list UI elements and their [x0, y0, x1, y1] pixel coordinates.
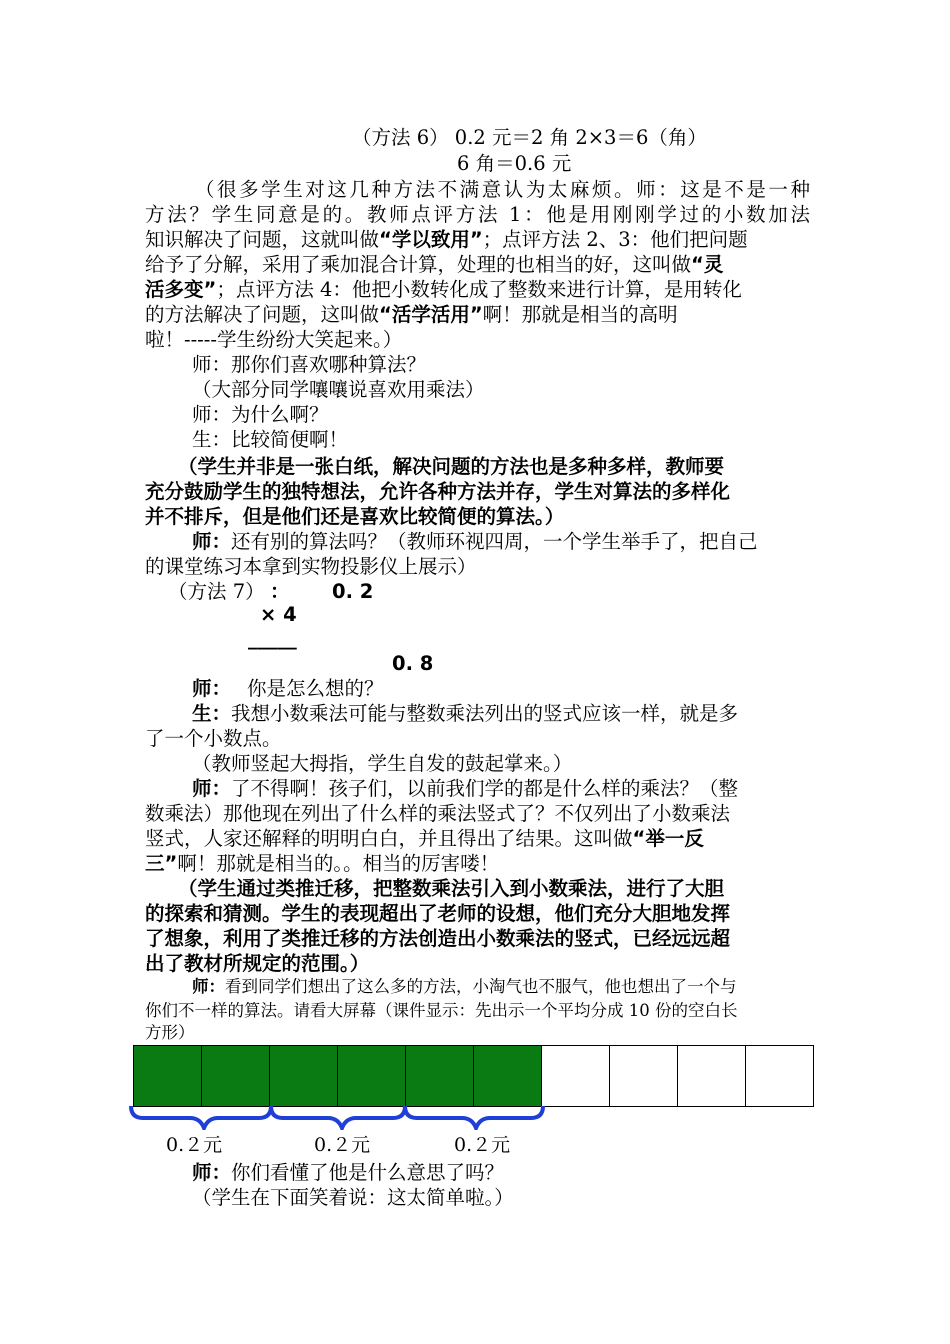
text: ；点评方法 2、3：他们把问题	[482, 228, 748, 251]
text: 我想小数乘法可能与整数乘法列出的竖式应该一样，就是多	[231, 702, 739, 725]
filled-cell	[134, 1046, 202, 1106]
applause-line: （教师竖起大拇指，学生自发的鼓起掌来。）	[192, 752, 573, 775]
text: 了不得啊！孩子们，以前我们学的都是什么样的乘法？（整	[231, 777, 739, 800]
method7-colon: ：	[270, 580, 290, 603]
text: 看到同学们想出了这么多的方法，小淘气也不服气，他也想出了一个与	[225, 977, 737, 996]
comment2-line1: （学生通过类推迁移，把整数乘法引入到小数乘法，进行了大胆	[178, 877, 725, 900]
braces	[128, 1104, 548, 1130]
teacher-final	[192, 1160, 504, 1185]
student-explain-cont: 了一个小数点。	[145, 727, 282, 750]
method6-line2: 6 角＝0.6 元	[457, 152, 572, 175]
students-reply: （大部分同学嚷嚷说喜欢用乘法）	[192, 378, 485, 401]
speaker-label: 师：	[192, 1161, 232, 1184]
text: 的方法解决了问题，这叫做	[145, 303, 380, 326]
teacher-praise	[192, 776, 810, 801]
vertical-multiplier: × 4	[260, 603, 297, 626]
vertical-top-number: 0. 2	[332, 580, 374, 603]
text: 还有别的算法吗？（教师环视四周，一个学生举手了，把自己	[231, 530, 758, 553]
vertical-result: 0. 8	[392, 652, 434, 675]
brace-2	[271, 1106, 405, 1128]
bold-phrase: “举一反	[632, 827, 704, 850]
student-explain	[192, 701, 810, 726]
para1-line6	[145, 302, 810, 327]
bold-phrase: 三”	[145, 852, 178, 875]
text: ；点评方法 4：他把小数转化成了整数来进行计算，是用转化	[216, 278, 742, 301]
comment2-line2: 的探索和猜测。学生的表现超出了老师的设想，他们充分大胆地发挥	[145, 902, 731, 925]
teacher-question: 师：那你们喜欢哪种算法？	[192, 353, 427, 376]
empty-cell	[746, 1046, 813, 1106]
filled-cell	[474, 1046, 542, 1106]
comment1-line3: 并不排斥，但是他们还是喜欢比较简便的算法。）	[145, 505, 565, 528]
bold-phrase: “学以致用”	[379, 228, 483, 251]
bold-phrase: 活多变”	[145, 278, 217, 301]
teacher-ask	[192, 676, 384, 701]
rectangle-10-parts	[133, 1045, 814, 1107]
brace-3	[405, 1106, 543, 1128]
brace-label-2: 0.２元	[314, 1134, 371, 1156]
slide-intro-line2: 你们不一样的算法。请看大屏幕（课件显示：先出示一个平均分成 10 份的空白长	[145, 1001, 738, 1020]
text: 啊！那就是相当的高明	[482, 303, 678, 326]
para1-line1: （很多学生对这几种方法不满意认为太麻烦。师：这是不是一种	[195, 178, 810, 201]
text: 竖式，人家还解释的明明白白，并且得出了结果。这叫做	[145, 827, 633, 850]
speaker-label: 师：	[192, 777, 232, 800]
comment2-line4: 出了教材所规定的范围。）	[145, 952, 370, 975]
teacher-praise-line3	[145, 826, 810, 851]
vertical-bar: _____	[248, 627, 297, 650]
para1-line7: 啦！-----学生纷纷大笑起来。）	[145, 328, 403, 351]
method6-line1: （方法 6） 0.2 元＝2 角 2×3＝6（角）	[352, 126, 707, 149]
filled-cell	[406, 1046, 474, 1106]
teacher-why: 师：为什么啊？	[192, 403, 329, 426]
filled-cell	[270, 1046, 338, 1106]
empty-cell	[542, 1046, 610, 1106]
para1-line2: 方法？学生同意是的。教师点评方法 1：他是用刚刚学过的小数加法	[145, 203, 810, 226]
method7-label: （方法 7）	[168, 580, 265, 603]
text: 啊！那就是相当的。。相当的厉害喽！	[177, 852, 500, 875]
comment1-line2: 充分鼓励学生的独特想法，允许各种方法并存，学生对算法的多样化	[145, 480, 731, 503]
slide-intro-line3: 方形）	[145, 1023, 195, 1042]
students-final: （学生在下面笑着说：这太简单啦。）	[192, 1186, 514, 1209]
bold-phrase: “活学活用”	[379, 303, 483, 326]
para1-line4	[145, 252, 810, 277]
student-answer: 生：比较简便啊！	[192, 428, 349, 451]
brace-label-3: 0.２元	[454, 1134, 511, 1156]
empty-cell	[610, 1046, 678, 1106]
comment2-line3: 了想象，利用了类推迁移的方法创造出小数乘法的竖式，已经远远超	[145, 927, 731, 950]
filled-cell	[338, 1046, 406, 1106]
empty-cell	[678, 1046, 746, 1106]
teacher-praise-line4	[145, 851, 810, 876]
speaker-label: 生：	[192, 702, 232, 725]
para1-line5	[145, 277, 810, 302]
text: 知识解决了问题，这就叫做	[145, 228, 380, 251]
comment1-line1: （学生并非是一张白纸，解决问题的方法也是多种多样，教师要	[178, 455, 725, 478]
slide-intro	[192, 975, 810, 999]
brace-1	[131, 1106, 271, 1128]
speaker-label: 师：	[192, 677, 232, 700]
filled-cell	[202, 1046, 270, 1106]
teacher-line-cont: 的课堂练习本拿到实物投影仪上展示）	[145, 555, 477, 578]
speaker-label: 师：	[192, 977, 225, 996]
text: 你是怎么想的？	[247, 677, 384, 700]
text: 你们看懂了他是什么意思了吗？	[231, 1161, 505, 1184]
para1-line3	[145, 227, 810, 252]
text: 给予了分解，采用了乘加混合计算，处理的也相当的好，这叫做	[145, 253, 692, 276]
speaker-label: 师：	[192, 530, 232, 553]
bold-phrase: “灵	[691, 253, 724, 276]
brace-label-1: 0.２元	[166, 1134, 223, 1156]
teacher-line	[192, 529, 810, 554]
teacher-praise-line2: 数乘法）那他现在列出了什么样的乘法竖式了？不仅列出了小数乘法	[145, 802, 731, 825]
